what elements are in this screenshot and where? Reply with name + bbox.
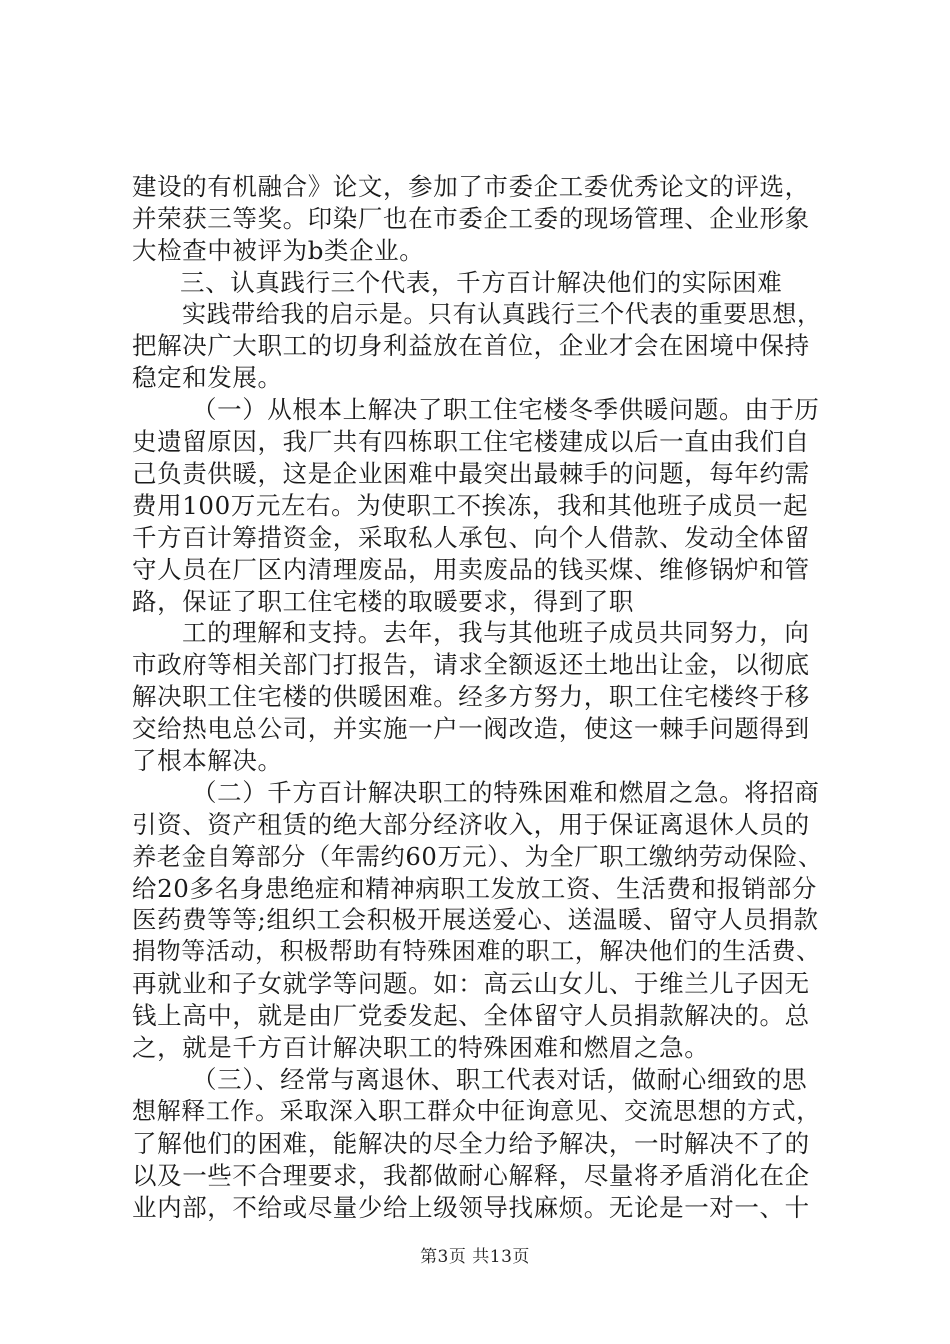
text-line: 路，保证了职工住宅楼的取暖要求，得到了职 [132,586,634,616]
text-line: 千方百计筹措资金，采取私人承包、向个人借款、发动全体留 [132,522,810,552]
text-line: 捐物等活动，积极帮助有特殊困难的职工，解决他们的生活费、 [132,937,821,966]
text-line: 养老金自筹部分（年需约60万元）、为全厂职工缴纳劳动保险、 [132,841,823,871]
text-line: 钱上高中，就是由厂党委发起、全体留守人员捐款解决的。总 [132,1001,810,1031]
text-line: 交给热电总公司，并实施一户一阀改造，使这一棘手问题得到 [132,714,810,744]
page-number-footer: 第3页 共13页 [420,1247,530,1267]
subsection-heading: （二）千方百计解决职工的特殊困难和燃眉之急。将招商 [192,777,820,807]
text-line: 工的理解和支持。去年，我与其他班子成员共同努力，向 [182,618,810,648]
text-line: 费用100万元左右。为使职工不挨冻，我和其他班子成员一起 [132,490,809,520]
text-line: 解决职工住宅楼的供暖困难。经多方努力，职工住宅楼终于移 [132,682,810,712]
text-line: 市政府等相关部门打报告，请求全额返还土地出让金，以彻底 [132,650,810,680]
text-line: 再就业和子女就学等问题。如：高云山女儿、于维兰儿子因无 [132,969,810,999]
text-line: 守人员在厂区内清理废品，用卖废品的钱买煤、维修锅炉和管 [132,554,810,584]
text-line: 把解决广大职工的切身利益放在首位，企业才会在困境中保持 [132,331,810,361]
subsection-heading: （一）从根本上解决了职工住宅楼冬季供暖问题。由于历 [192,395,820,425]
text-line: 稳定和发展。 [132,363,283,393]
text-line: 以及一些不合理要求，我都做耐心解释，尽量将矛盾消化在企 [132,1160,810,1190]
text-line: 了根本解决。 [132,746,283,776]
text-line: 之，就是千方百计解决职工的特殊困难和燃眉之急。 [132,1033,710,1063]
text-line: 引资、资产租赁的绝大部分经济收入，用于保证离退休人员的 [132,809,810,839]
text-line: 史遗留原因，我厂共有四栋职工住宅楼建成以后一直由我们自 [132,427,810,457]
text-line: 医药费等等;组织工会积极开展送爱心、送温暖、留守人员捐款 [132,905,819,935]
text-line: 大检查中被评为b类企业。 [132,235,425,265]
text-line: 给20多名身患绝症和精神病职工发放工资、生活费和报销部分 [132,873,817,903]
text-line: 业内部，不给或尽量少给上级领导找麻烦。无论是一对一、十 [132,1192,810,1222]
text-line: 想解释工作。采取深入职工群众中征询意见、交流思想的方式， [132,1096,821,1125]
subsection-heading: （三）、经常与离退休、职工代表对话，做耐心细致的思 [192,1064,808,1094]
text-line: 并荣获三等奖。印染厂也在市委企工委的现场管理、企业形象 [132,203,810,233]
text-line: 建设的有机融合》论文，参加了市委企工委优秀论文的评选， [132,172,810,201]
text-line: 了解他们的困难，能解决的尽全力给予解决，一时解决不了的 [132,1128,810,1158]
text-line: 己负责供暖，这是企业困难中最突出最棘手的问题，每年约需 [132,459,810,489]
section-heading: 三、认真践行三个代表，千方百计解决他们的实际困难 [180,267,783,297]
text-line: 实践带给我的启示是。只有认真践行三个代表的重要思想， [182,299,822,328]
body-text [132,171,824,1223]
